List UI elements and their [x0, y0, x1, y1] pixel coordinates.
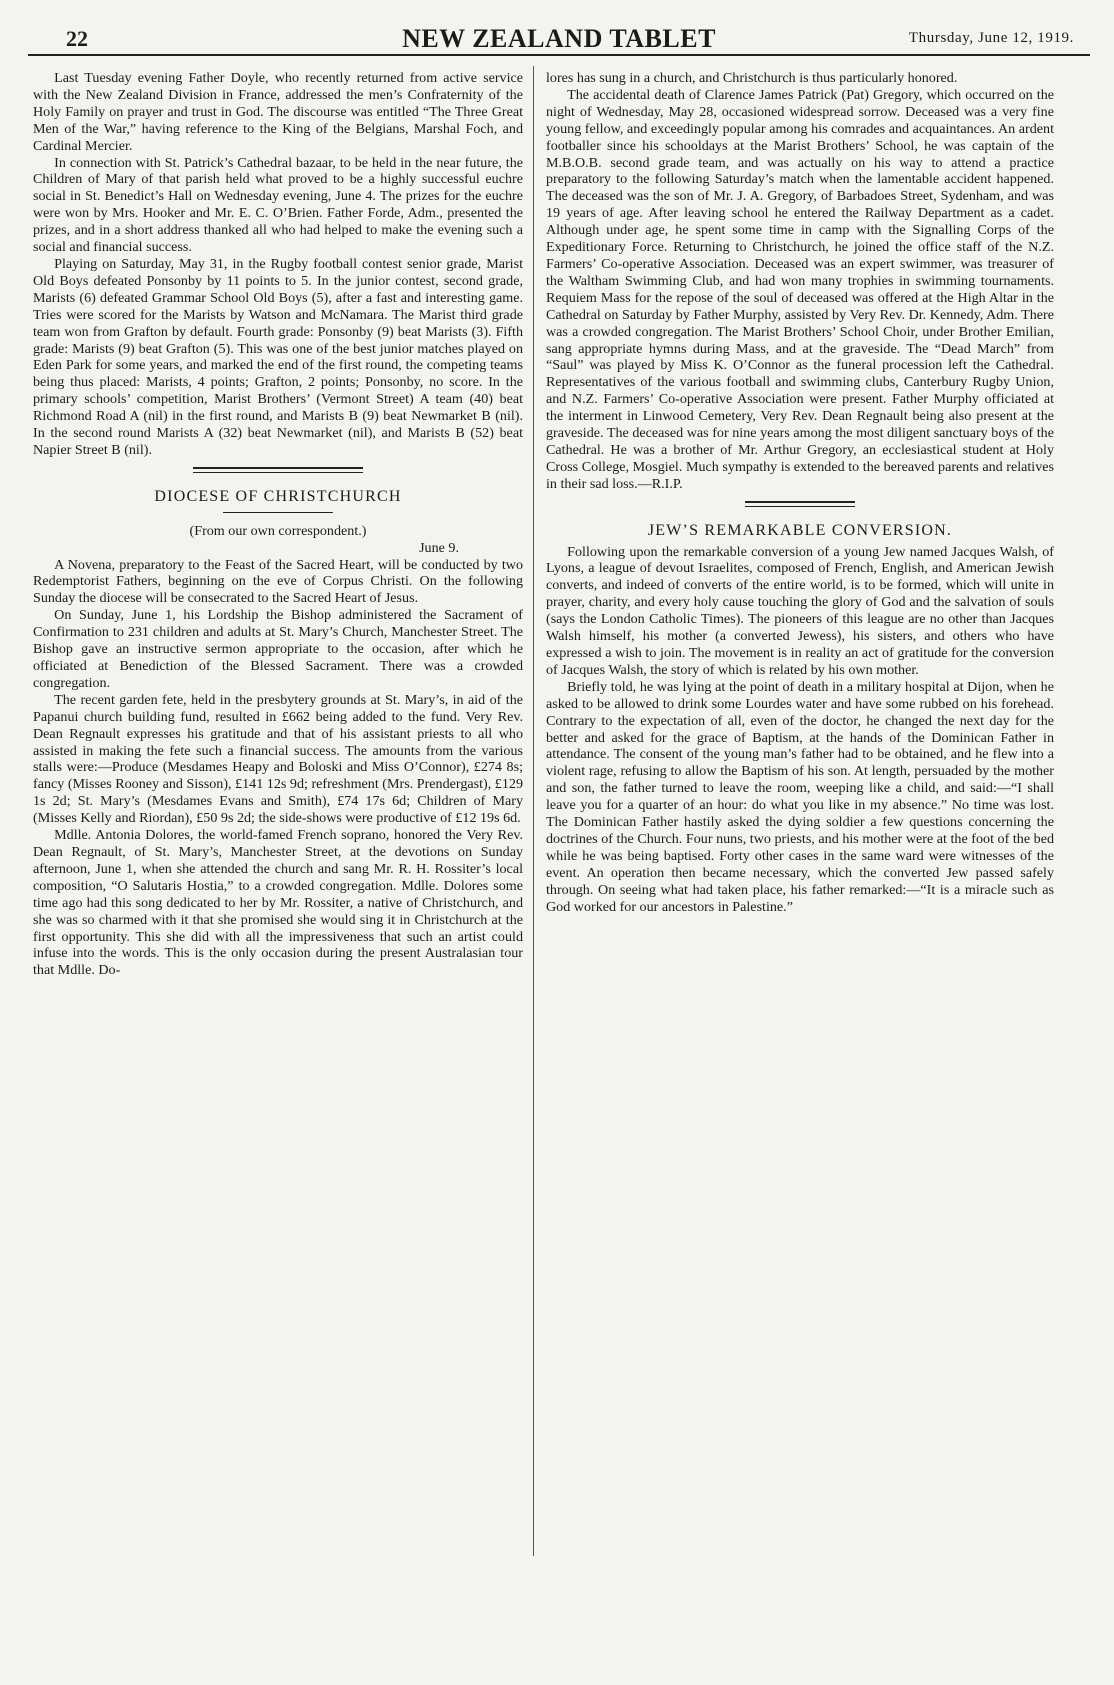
- article-paragraph: In connection with St. Patrick’s Cathedral bazaar, to be held in the near future, the Children of Mary of that parish held what proved to be a highly successful euchre social in St. Benedict’s Hall on Wednesday evening, June 4. The prizes for the euchre were won by Mrs. Hooker and Mr. E. C. O’Brien. Father Forde, Adm., presented the prizes, and in a short address thanked all who had helped to make the evening such a social and financial success.: [33, 154, 523, 256]
- section-heading: DIOCESE OF CHRISTCHURCH: [154, 487, 402, 505]
- page-number: 22: [66, 26, 88, 51]
- right-column: [546, 70, 1054, 916]
- masthead: [28, 18, 1090, 56]
- article-paragraph: Playing on Saturday, May 31, in the Rugby football contest senior grade, Marist Old Boys defeated Ponsonby by 11 points to 5. In the junior contest, second grade, Marists (6) defeated Grammar School Old Boys (5), after a fast and interesting game. Tries were scored for the Marists by Watson and McNamara. The Marist third grade team won from Grafton by default. Fourth grade: Ponsonby (9) beat Marists (3). Fifth grade: Marists (9) beat Grafton (5). This was one of the best junior matches played on Eden Park for some years, and marked the end of the first round, the competing teams being thus placed: Marists, 4 points; Grafton, 2 points; Ponsonby, no score. In the primary schools’ competition, Marist Brothers’ (Vermont Street) A team (40) beat Richmond Road A (nil) in the first round, and Marists B (9) beat Newmarket B (nil). In the second round Marists A (32) beat Newmarket (nil), and Marists B (52) beat Napier Street B (nil).: [33, 255, 523, 458]
- publication-title: NEW ZEALAND TABLET: [402, 24, 716, 53]
- article-paragraph: The recent garden fete, held in the presbytery grounds at St. Mary’s, in aid of the Papanui church building fund, resulted in £662 being added to the fund. Very Rev. Dean Regnault expresses his gratitude and that of his assistant priests to all who assisted in making the fete such a financial success. The amounts from the various stalls were:—Produce (Mesdames Heapy and Boloski and Miss O’Connor), £274 8s; fancy (Misses Rooney and Sisson), £141 12s 9d; refreshment (Mrs. Prendergast), £129 1s 2d; St. Mary’s (Mesdames Evans and Smith), £74 17s 6d; Children of Mary (Misses Kelly and Riordan), £50 9s 2d; the side-shows were productive of £12 19s 6d.: [33, 691, 523, 827]
- dateline: June 9.: [419, 539, 459, 556]
- section-rule: [193, 467, 363, 473]
- article-paragraph: Briefly told, he was lying at the point of death in a military hospital at Dijon, when he asked to be allowed to drink some Lourdes water and have some rubbed on his forehead. Contrary to the expectation of all, even of the doctor, he changed the next day for the better and asked for the grace of Baptism, at the hands of the Dominican Father in attendance. The consent of the young man’s father had to be obtained, and he flew into a violent rage, refusing to allow the Baptism of his son. At length, persuaded by the mother and son, the father turned to leave the room, weeping like a child, and said:—“I shall leave you for a quarter of an hour: do what you like in my absence.” No time was lost. The Dominican Father hastily asked the dying soldier a few questions concerning the doctrines of the Church. Four nuns, two priests, and his mother were at the foot of the bed while he was being baptised. Forty other cases in the same ward were witnesses of the event. An operation then became necessary, which the converted Jew passed safely through. On seeing what had taken place, his father remarked:—“It is a miracle such as God worked for our ancestors in Palestine.”: [546, 678, 1054, 915]
- article-paragraph: A Novena, preparatory to the Feast of the Sacred Heart, will be conducted by two Redemptorist Fathers, beginning on the eve of Corpus Christi. On the following Sunday the diocese will be consecrated to the Sacred Heart of Jesus.: [33, 556, 523, 607]
- article-paragraph: Following upon the remarkable conversion of a young Jew named Jacques Walsh, of Lyons, a league of devout Israelites, composed of French, English, and American Jewish converts, and indeed of converts of the entire world, is to be formed, which will unite in prayer, charity, and every holy cause touching the glory of God and the salvation of souls (says the London Catholic Times). The pioneers of this league are no other than Jacques Walsh himself, his mother (a converted Jewess), his sisters, and others who have expressed a wish to join. The movement is in reality an act of gratitude for the conversion of Jacques Walsh, the story of which is related by his own mother.: [546, 543, 1054, 678]
- issue-date: Thursday, June 12, 1919.: [908, 30, 1074, 46]
- section-heading: JEW’S REMARKABLE CONVERSION.: [647, 521, 953, 539]
- article-paragraph: The accidental death of Clarence James Patrick (Pat) Gregory, which occurred on the night of Wednesday, May 28, occasioned widespread sorrow. Deceased was a very fine young fellow, and exceedingly popular among his comrades and acquaintances. An ardent footballer since his schooldays at the Marist Brothers’ School, he was captain of the M.B.O.B. second grade team, and was actually on his way to attend a practice preparatory to the following Saturday’s match when the lamentable accident happened. The deceased was the son of Mr. J. A. Gregory, of Barbadoes Street, Sydenham, and was 19 years of age. After leaving school he entered the Railway Department as a cadet. Although under age, he spent some time in camp with the Signalling Corps of the Expeditionary Force. Returning to Christchurch, he joined the office staff of the N.Z. Farmers’ Co-operative Association. Deceased was an expert swimmer, was treasurer of the Waltham Swimming Club, and had won many trophies in swimming tournaments. Requiem Mass for the repose of the soul of deceased was offered at the High Altar in the Cathedral on Saturday by Father Murphy, assisted by Very Rev. Dr. Kennedy, Adm. There was a crowded congregation. The Marist Brothers’ School Choir, under Brother Emilian, sang appropriate hymns during Mass, and at the graveside. The “Dead March” from “Saul” was played by Miss K. O’Connor as the funeral procession left the Cathedral. Representatives of the various football and swimming clubs, Canterbury Rugby Union, and N.Z. Farmers’ Co-operative Association were present. Father Murphy officiated at the interment in Linwood Cemetery, Very Rev. Dean Regnault being also present at the graveside. The deceased was for nine years among the most diligent sanctuary boys of the Cathedral. He was a brother of Mr. Arthur Gregory, an ecclesiastical student at Holy Cross College, Mosgiel. Much sympathy is extended to the bereaved parents and relatives in their sad loss.—R.I.P.: [546, 86, 1054, 492]
- article-paragraph: Last Tuesday evening Father Doyle, who recently returned from active service with the New Zealand Division in France, addressed the men’s Confraternity of the Holy Family on prayer and trust in God. The discourse was entitled “The Three Great Men of the War,” having reference to the King of the Belgians, Marshal Foch, and Cardinal Mercier.: [33, 70, 523, 154]
- heading-underline: [223, 512, 333, 513]
- article-paragraph: Mdlle. Antonia Dolores, the world-famed French soprano, honored the Very Rev. Dean Regnault, of St. Mary’s, Manchester Street, at the devotions on Sunday afternoon, June 1, when she attended the church and sang Mr. R. H. Rossiter’s local composition, “O Salutaris Hostia,” to a crowded congregation. Mdlle. Dolores some time ago had this song dedicated to her by Mr. Rossiter, a native of Christchurch, and she was so charmed with it that she promised she would sing it in Christchurch at the first opportunity. This she did with all the impressiveness that such an artist could infuse into the words. This is the only occasion during the present Australasian tour that Mdlle. Do-: [33, 827, 523, 979]
- byline: (From our own correspondent.): [189, 522, 367, 539]
- left-column: [33, 70, 523, 979]
- column-divider: [533, 66, 534, 1556]
- section-rule: [745, 501, 855, 507]
- article-paragraph: On Sunday, June 1, his Lordship the Bishop administered the Sacrament of Confirmation to 231 children and adults at St. Mary’s Church, Manchester Street. The Bishop gave an instructive sermon appropriate to the occasion, after which he officiated at Benediction of the Blessed Sacrament. There was a crowded congregation.: [33, 607, 523, 691]
- article-paragraph: lores has sung in a church, and Christchurch is thus particularly honored.: [546, 70, 958, 86]
